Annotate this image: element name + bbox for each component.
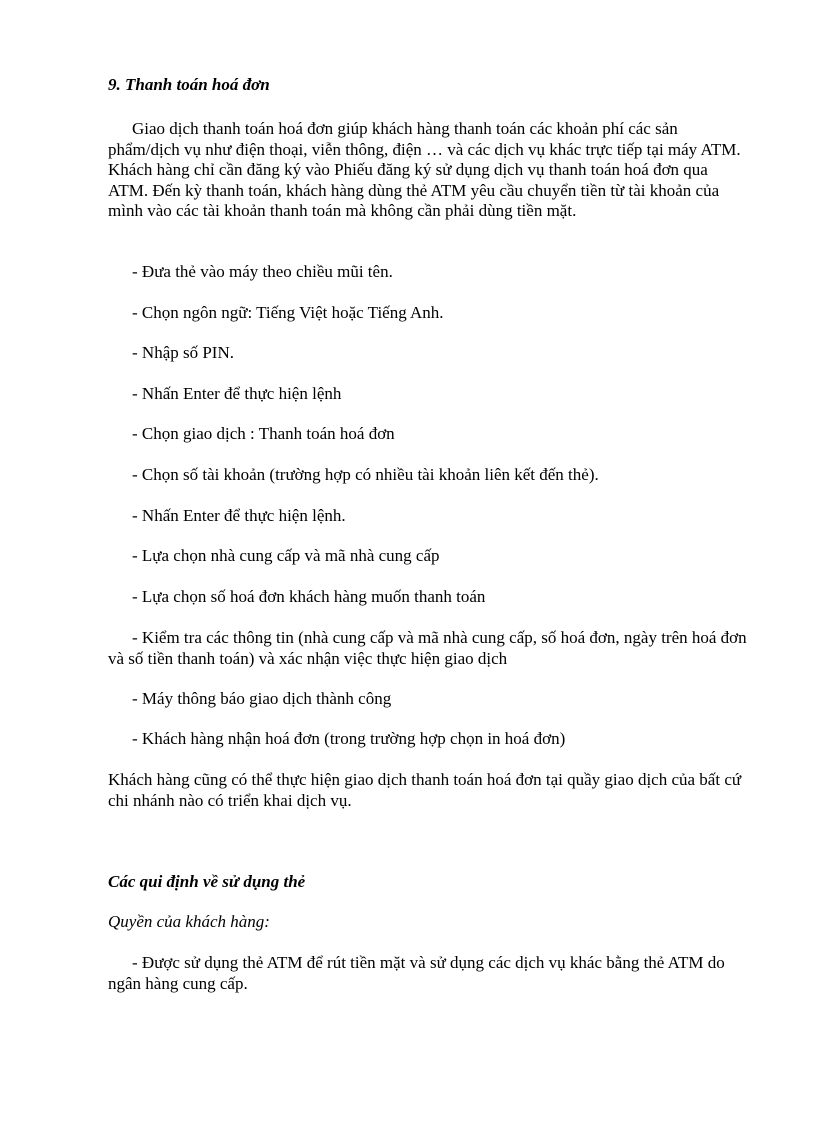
- step-item: - Chọn giao dịch : Thanh toán hoá đơn: [132, 424, 395, 443]
- step-item: - Kiểm tra các thông tin (nhà cung cấp và mã nhà cung cấp, số hoá đơn, ngày trên hoá đơn và số tiền thanh toán) và xác nhận việc thực hiện giao dịch: [108, 628, 747, 668]
- closing-paragraph: Khách hàng cũng có thể thực hiện giao dịch thanh toán hoá đơn tại quầy giao dịch của bất cứ chi nhánh nào có triển khai dịch vụ.: [108, 770, 742, 810]
- step-item: - Đưa thẻ vào máy theo chiều mũi tên.: [132, 262, 393, 281]
- rules-title: Các qui định về sử dụng thẻ: [108, 872, 306, 891]
- step-item: - Khách hàng nhận hoá đơn (trong trường hợp chọn in hoá đơn): [132, 729, 566, 748]
- step-item: - Chọn số tài khoản (trường hợp có nhiều tài khoản liên kết đến thẻ).: [132, 465, 599, 484]
- step-item: - Lựa chọn số hoá đơn khách hàng muốn thanh toán: [132, 587, 486, 606]
- section-title: 9. Thanh toán hoá đơn: [108, 75, 270, 94]
- step-item: - Nhập số PIN.: [132, 343, 234, 362]
- rights-subtitle: Quyền của khách hàng:: [108, 912, 270, 931]
- step-item: - Nhấn Enter để thực hiện lệnh.: [132, 506, 346, 525]
- intro-paragraph: Giao dịch thanh toán hoá đơn giúp khách hàng thanh toán các khoản phí các sản phẩm/dịch vụ như điện thoại, viễn thông, điện … và các dịch vụ khác trực tiếp tại máy ATM. Khách hàng chỉ cần đăng ký vào Phiếu đăng ký sử dụng dịch vụ thanh toán hoá đơn qua ATM. Đến kỳ thanh toán, khách hàng dùng thẻ ATM yêu cầu chuyển tiền từ tài khoản của mình vào các tài khoản thanh toán mà không cần phải dùng tiền mặt.: [108, 119, 741, 220]
- step-item: - Chọn ngôn ngữ: Tiếng Việt hoặc Tiếng Anh.: [132, 303, 444, 322]
- rights-paragraph: - Được sử dụng thẻ ATM để rút tiền mặt và sử dụng các dịch vụ khác bằng thẻ ATM do ngân hàng cung cấp.: [108, 953, 725, 993]
- step-item: - Nhấn Enter để thực hiện lệnh: [132, 384, 342, 403]
- step-item: - Máy thông báo giao dịch thành công: [132, 689, 392, 708]
- step-item: - Lựa chọn nhà cung cấp và mã nhà cung cấp: [132, 546, 440, 565]
